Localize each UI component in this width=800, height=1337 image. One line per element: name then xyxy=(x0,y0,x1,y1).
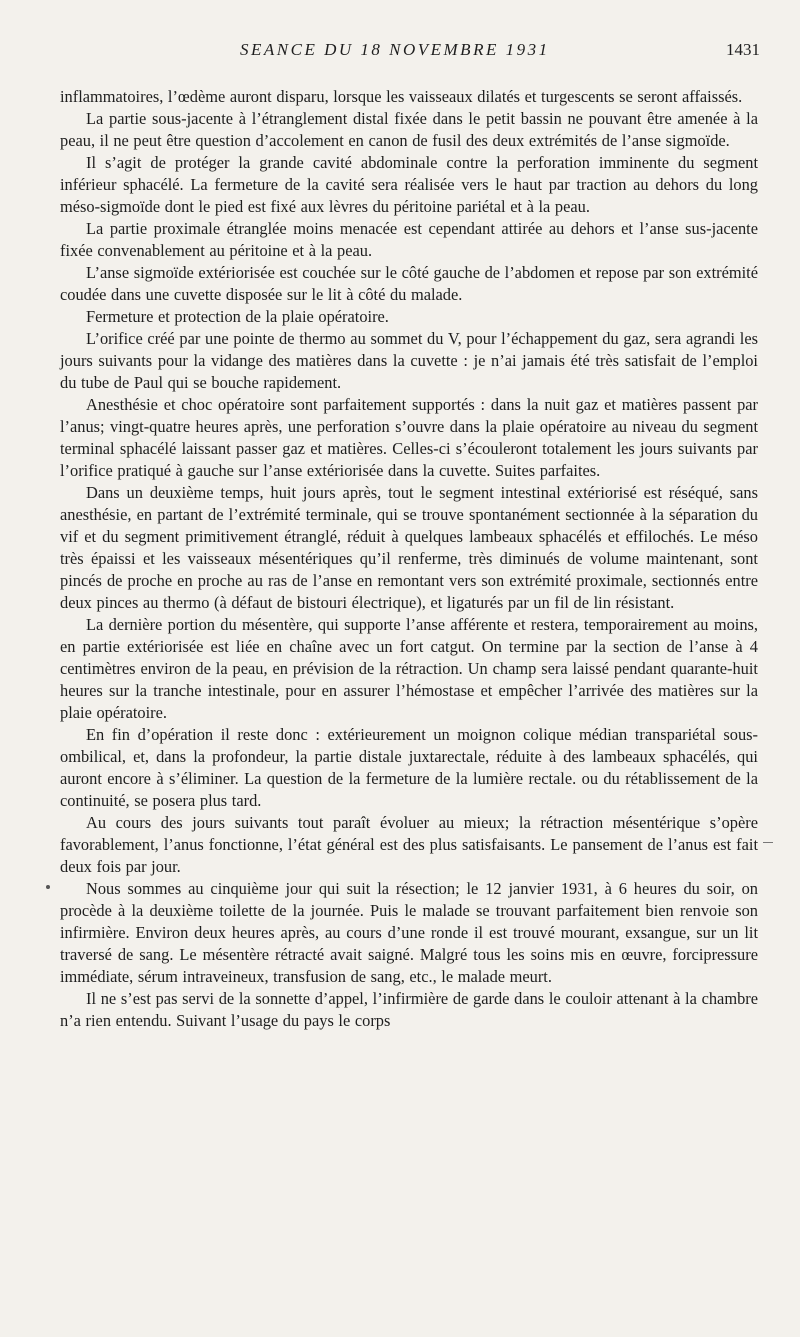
paragraph: L’orifice créé par une pointe de thermo au sommet du V, pour l’échappement du gaz, sera agrandi les jours suivants pour la vidange des matières dans la cuvette : je n’ai jamais été très satisfait de l’emploi du tube de Paul qui se bouche rapidement. xyxy=(60,329,758,392)
paragraph: Au cours des jours suivants tout paraît évoluer au mieux; la rétraction mésentérique s’opère favorablement, l’anus fonctionne, l’état général est des plus satisfaisants. Le pansement de l’anus est fait deux fois par jour. xyxy=(60,813,758,876)
margin-mark xyxy=(763,842,773,843)
page-number: 1431 xyxy=(726,40,760,59)
paragraph: Anesthésie et choc opératoire sont parfaitement supportés : dans la nuit gaz et matières passent par l’anus; vingt-quatre heures après, une perforation s’ouvre dans la plaie opératoire au niveau du segment terminal sphacélé laissant passer gaz et matières. Celles-ci s’écouleront totalement les jours suivants par l’orifice pratiqué à gauche sur l’anse extériorisée dans la cuvette. Suites parfaites. xyxy=(60,395,758,480)
paragraph: La dernière portion du mésentère, qui supporte l’anse afférente et restera, temporairement au moins, en partie extériorisée est liée en chaîne avec un fort catgut. On termine par la section de l’anse à 4 centimètres environ de la peau, en prévision de la rétraction. Un champ sera laissé pendant quarante-huit heures sur la tranche intestinale, pour en assurer l’hémostase et empêcher l’arrivée des matières sur la plaie opératoire. xyxy=(60,615,758,722)
session-title: SEANCE DU 18 NOVEMBRE 1931 xyxy=(240,40,550,59)
paragraph: La partie sous-jacente à l’étranglement distal fixée dans le petit bassin ne pouvant être amenée à la peau, il ne peut être question d’accolement en canon de fusil des deux extrémités de l’anse sigmoïde. xyxy=(60,109,758,150)
paragraph: L’anse sigmoïde extériorisée est couchée sur le côté gauche de l’abdomen et repose par son extrémité coudée dans une cuvette disposée sur le lit à côté du malade. xyxy=(60,263,758,304)
running-header xyxy=(60,40,760,62)
paragraph: Fermeture et protection de la plaie opératoire. xyxy=(86,307,389,326)
paragraph: La partie proximale étranglée moins menacée est cependant attirée au dehors et l’anse sus-jacente fixée convenablement au péritoine et à la peau. xyxy=(60,219,758,260)
paragraph: Nous sommes au cinquième jour qui suit la résection; le 12 janvier 1931, à 6 heures du soir, on procède à la deuxième toilette de la journée. Puis le malade se trouvant parfaitement bien renvoie son infirmière. Environ deux heures après, au cours d’une ronde il est trouvé mourant, exsangue, sur un lit traversé de sang. Le mésentère rétracté avait saigné. Malgré tous les soins mis en œuvre, forcipressure immédiate, sérum intraveineux, transfusion de sang, etc., le malade meurt. xyxy=(60,879,758,986)
paragraph: En fin d’opération il reste donc : extérieurement un moignon colique médian transpariétal sous-ombilical, et, dans la profondeur, la partie distale juxtarectale, réduite à des lambeaux sphacélés, qui auront encore à s’éliminer. La question de la fermeture de la lumière rectale. ou du rétablissement de la continuité, se posera plus tard. xyxy=(60,725,758,810)
paragraph: Dans un deuxième temps, huit jours après, tout le segment intestinal extériorisé est réséqué, sans anesthésie, en partant de l’extrémité terminale, qui se trouve spontanément sectionnée à la séparation du vif et du segment primitivement étranglé, réduit à quelques lambeaux sphacélés et effilochés. Le méso très épaissi et les vaisseaux mésentériques qu’il renferme, très diminués de volume maintenant, sont pincés de proche en proche au ras de l’anse en remontant vers son extrémité proximale, sectionnés entre deux pinces au thermo (à défaut de bistouri électrique), et ligaturés par un fil de lin résistant. xyxy=(60,483,758,612)
paragraph: inflammatoires, l’œdème auront disparu, lorsque les vaisseaux dilatés et turgescents se seront affaissés. xyxy=(60,87,743,106)
margin-speck xyxy=(46,885,50,889)
article-body xyxy=(60,86,758,1032)
paragraph: Il s’agit de protéger la grande cavité abdominale contre la perforation imminente du segment inférieur sphacélé. La fermeture de la cavité sera réalisée vers le haut par traction au dehors du long méso-sigmoïde dont le pied est fixé aux lèvres du péritoine pariétal et à la peau. xyxy=(60,153,758,216)
paragraph: Il ne s’est pas servi de la sonnette d’appel, l’infirmière de garde dans le couloir attenant à la chambre n’a rien entendu. Suivant l’usage du pays le corps xyxy=(60,989,758,1030)
